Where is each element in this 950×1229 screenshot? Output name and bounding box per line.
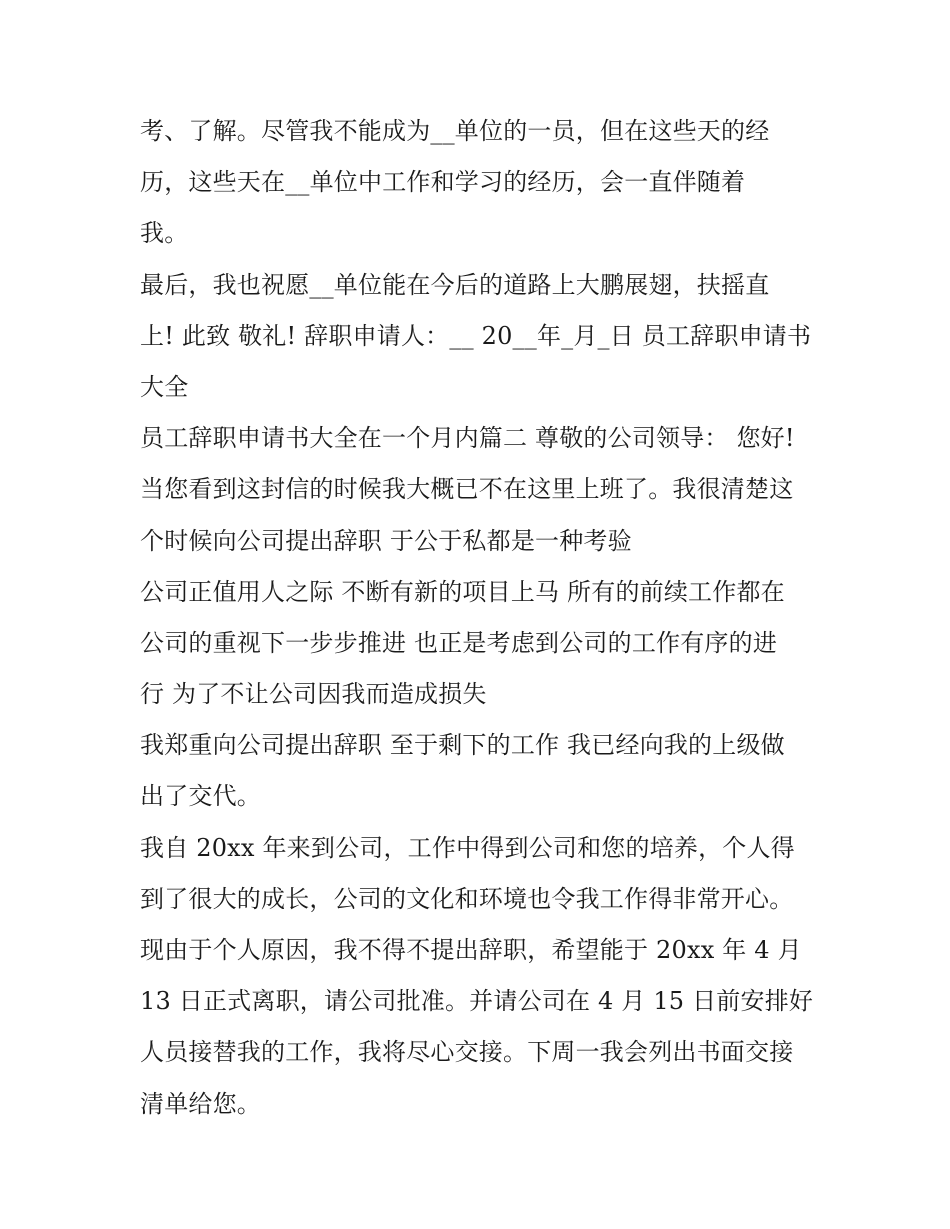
text-line: 现由于个人原因，我不得不提出辞职，希望能于 20xx 年 4 月 (140, 936, 802, 964)
text-line: 历，这些天在__单位中工作和学习的经历，会一直伴随着 (140, 168, 746, 197)
text-line: 上! 此致 敬礼! 辞职申请人：__ 20__年_月_日 员工辞职申请书 (140, 321, 812, 350)
text-line: 员工辞职申请书大全在一个月内篇二 尊敬的公司领导： 您好! (140, 424, 795, 453)
text-line: 当您看到这封信的时候我大概已不在这里上班了。我很清楚这 (140, 475, 794, 504)
text-line: 我郑重向公司提出辞职 至于剩下的工作 我已经向我的上级做 (140, 731, 785, 760)
text-line: 个时候向公司提出辞职 于公于私都是一种考验 (140, 526, 632, 555)
text-line: 清单给您。 (140, 1089, 261, 1118)
text-line: 13 日正式离职，请公司批准。并请公司在 4 月 15 日前安排好 (140, 987, 814, 1016)
text-line: 我自 20xx 年来到公司，工作中得到公司和您的培养，个人得 (140, 833, 795, 862)
text-line: 出了交代。 (140, 782, 261, 811)
document-body (140, 106, 820, 1130)
text-line: 公司正值用人之际 不断有新的项目上马 所有的前续工作都在 (140, 577, 785, 606)
text-line: 考、了解。尽管我不能成为__单位的一员，但在这些天的经 (140, 117, 770, 145)
text-line: 公司的重视下一步步推进 也正是考虑到公司的工作有序的进 (140, 628, 778, 657)
text-line: 我。 (140, 219, 189, 248)
text-line: 人员接替我的工作，我将尽心交接。下周一我会列出书面交接 (140, 1038, 794, 1067)
text-line: 最后，我也祝愿__单位能在今后的道路上大鹏展翅，扶摇直 (140, 270, 770, 299)
text-line: 行 为了不让公司因我而造成损失 (140, 680, 487, 709)
text-line: 到了很大的成长，公司的文化和环境也令我工作得非常开心。 (140, 884, 794, 913)
text-line: 大全 (140, 372, 189, 401)
